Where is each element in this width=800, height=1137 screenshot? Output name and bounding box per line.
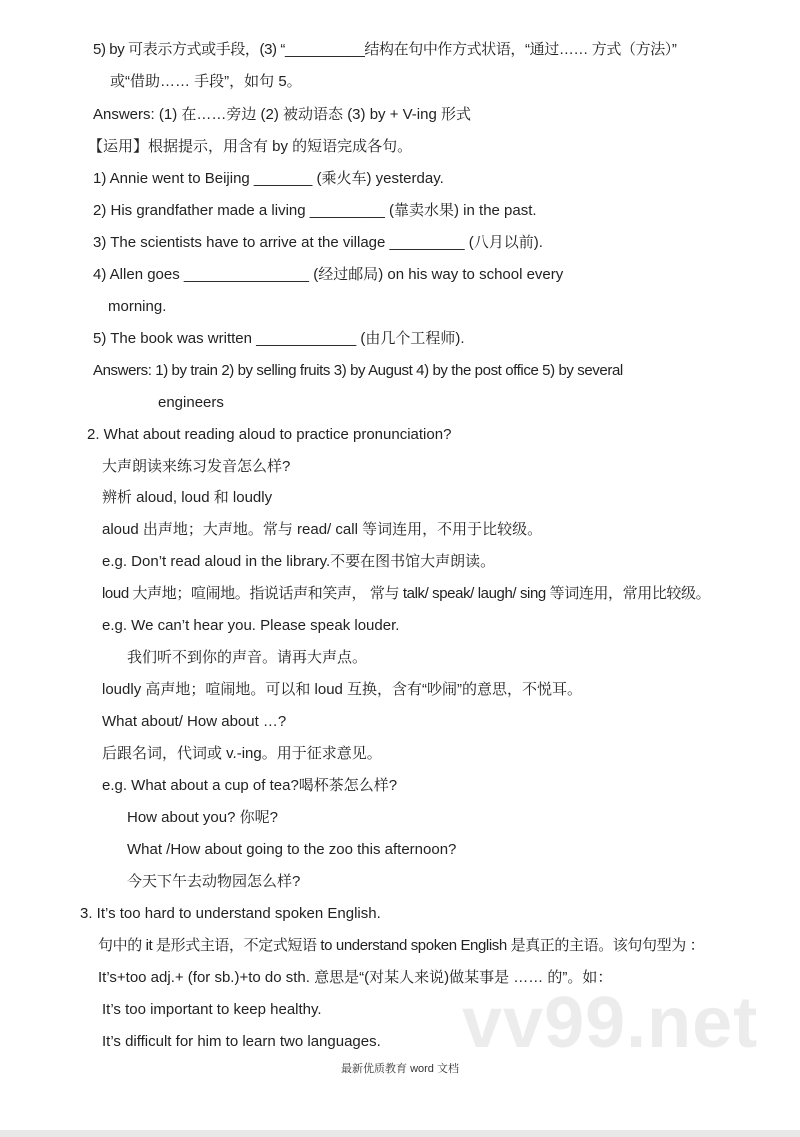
example-line: e.g. What about a cup of tea?喝杯茶怎么样? xyxy=(102,777,398,794)
text-line: 或“借助…… 手段”，如句 5。 xyxy=(110,73,302,90)
text-line: aloud 出声地；大声地。常与 read/ call 等词连用，不用于比较级。 xyxy=(102,521,543,538)
text-line: 辨析 aloud, loud 和 loudly xyxy=(102,489,273,506)
answers-line: Answers: (1) 在……旁边 (2) 被动语态 (3) by + V-ing 形式 xyxy=(93,106,471,123)
exercise-item: morning. xyxy=(108,298,167,315)
text-line: 5) by 可表示方式或手段，(3) “__________结构在句中作方式状语，“通过…… 方式（方法）” xyxy=(93,41,677,58)
example-line: How about you? 你呢? xyxy=(127,809,278,826)
text-line: It’s+too adj.+ (for sb.)+to do sth. 意思是“(对某人来说)做某事是 …… 的”。如： xyxy=(98,969,613,986)
watermark: vv99.net xyxy=(462,983,759,1063)
page-edge xyxy=(0,1130,800,1137)
example-line: e.g. Don’t read aloud in the library.不要在图书馆大声朗读。 xyxy=(102,553,496,570)
exercise-item: 2) His grandfather made a living _________ (靠卖水果) in the past. xyxy=(93,202,537,219)
text-line: loud 大声地；喧闹地。指说话声和笑声， 常与 talk/ speak/ laugh/ sing 等词连用，常用比较级。 xyxy=(102,585,711,602)
exercise-item: 3) The scientists have to arrive at the village _________ (八月以前). xyxy=(93,234,543,251)
section-heading: 【运用】根据提示，用含有 by 的短语完成各句。 xyxy=(88,138,413,155)
example-line: It’s difficult for him to learn two languages. xyxy=(102,1033,381,1050)
answers-line: Answers: 1) by train 2) by selling fruits 3) by August 4) by the post office 5) by several xyxy=(93,362,623,379)
text-line: loudly 高声地；喧闹地。可以和 loud 互换，含有“吵闹”的意思，不悦耳。 xyxy=(102,681,583,698)
exercise-item: 5) The book was written ____________ (由几个工程师). xyxy=(93,330,465,347)
example-line: e.g. We can’t hear you. Please speak louder. xyxy=(102,617,400,634)
text-line: 我们听不到你的声音。请再大声点。 xyxy=(127,649,368,666)
exercise-item: 4) Allen goes _______________ (经过邮局) on his way to school every xyxy=(93,266,564,283)
page-footer: 最新优质教育 word 文档 xyxy=(341,1063,459,1075)
exercise-item: 1) Annie went to Beijing _______ (乘火车) yesterday. xyxy=(93,170,444,187)
example-line: What /How about going to the zoo this afternoon? xyxy=(127,841,457,858)
text-line: 后跟名词，代词或 v.-ing。用于征求意见。 xyxy=(102,745,382,762)
example-line: It’s too important to keep healthy. xyxy=(102,1001,322,1018)
section-heading: 3. It’s too hard to understand spoken English. xyxy=(80,905,381,922)
answers-line: engineers xyxy=(158,394,224,411)
text-line: 句中的 it 是形式主语，不定式短语 to understand spoken English 是真正的主语。该句句型为 ： xyxy=(98,937,705,954)
section-heading: 2. What about reading aloud to practice pronunciation? xyxy=(87,426,452,443)
example-line: 今天下午去动物园怎么样? xyxy=(127,873,301,890)
text-line: What about/ How about …? xyxy=(102,713,287,730)
text-line: 大声朗读来练习发音怎么样? xyxy=(102,458,291,475)
